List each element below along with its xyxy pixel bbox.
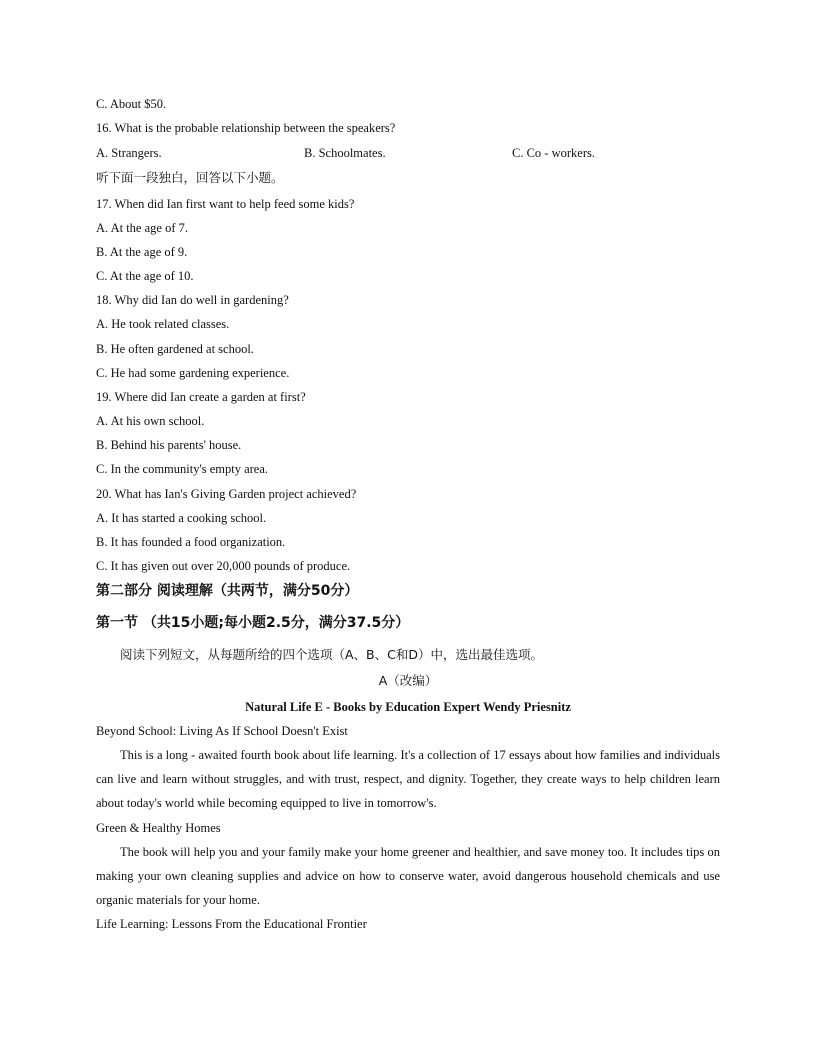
q20-option-c: C. It has given out over 20,000 pounds of produce. [96,559,351,573]
q17-option-a: A. At the age of 7. [96,221,188,235]
q20-option-a: A. It has started a cooking school. [96,511,267,525]
q19-option-a: A. At his own school. [96,414,205,428]
q19-option-b: B. Behind his parents' house. [96,438,242,452]
q16-stem: 16. What is the probable relationship between the speakers? [96,121,396,135]
q18-option-a: A. He took related classes. [96,317,230,331]
q19-option-c: C. In the community's empty area. [96,462,269,476]
monologue-instruction: 听下面一段独白，回答以下小题。 [96,170,284,185]
q16-option-b: B. Schoolmates. [304,146,386,160]
q17-option-b: B. At the age of 9. [96,245,188,259]
book2-title: Green & Healthy Homes [96,821,221,835]
q17-stem: 17. When did Ian first want to help feed some kids? [96,197,355,211]
reading-instruction: 阅读下列短文，从每题所给的四个选项（A、B、C和D）中，选出最佳选项。 [120,647,543,662]
book2-text: The book will help you and your family make your home greener and healthier, and save money too. It includes tips on making your own cleaning supplies and advice on how to conserve water, avoid dangerous household chemicals and use organic materials for your home. [96,845,720,907]
passage-title: Natural Life E - Books by Education Expert Wendy Priesnitz [245,700,571,714]
section1-title: 第一节 （共15小题;每小题2.5分，满分37.5分） [96,615,410,631]
part2-title: 第二部分 阅读理解（共两节，满分50分） [96,583,359,599]
book3-title: Life Learning: Lessons From the Educational Frontier [96,917,367,931]
q17-option-c: C. At the age of 10. [96,269,194,283]
q20-option-b: B. It has founded a food organization. [96,535,286,549]
q16-option-c: C. Co - workers. [512,146,595,160]
q20-stem: 20. What has Ian's Giving Garden project achieved? [96,487,357,501]
q15-option-c: C. About $50. [96,97,167,111]
book1-title: Beyond School: Living As If School Doesn't Exist [96,724,348,738]
q16-option-a: A. Strangers. [96,146,162,160]
q18-option-c: C. He had some gardening experience. [96,366,290,380]
q18-option-b: B. He often gardened at school. [96,342,254,356]
q18-stem: 18. Why did Ian do well in gardening? [96,293,289,307]
passage-label: A（改编） [378,673,438,688]
q19-stem: 19. Where did Ian create a garden at first? [96,390,306,404]
book1-text: This is a long - awaited fourth book about life learning. It's a collection of 17 essays about how families and individuals can live and learn without struggles, and with trust, respect, and dignity. Together, they create ways to help children learn about today's world while becoming equipped to live in tomorrow's. [96,748,720,810]
